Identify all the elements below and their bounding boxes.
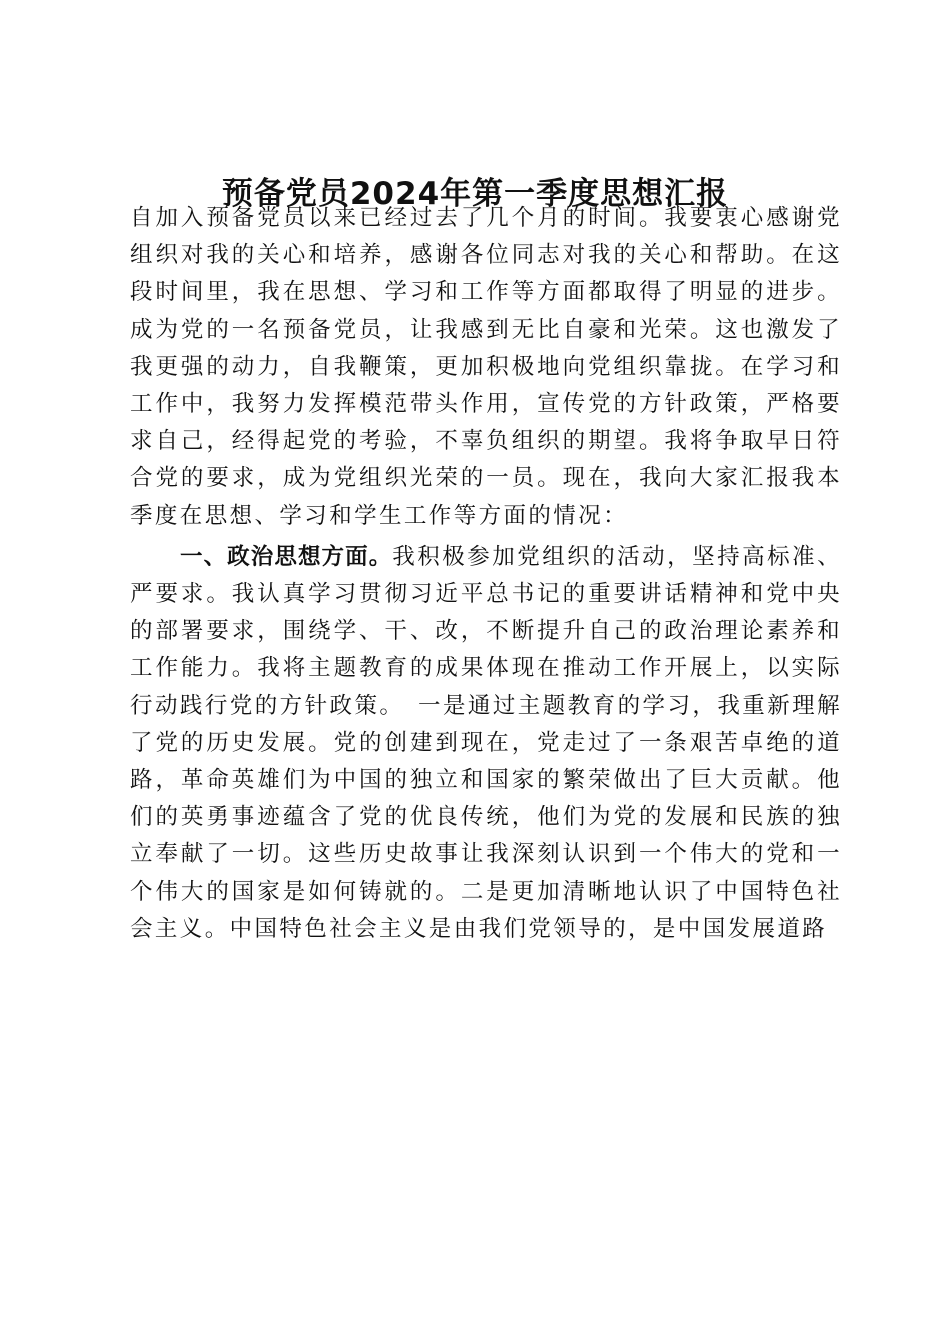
intro-paragraph: 自加入预备党员以来已经过去了几个月的时间。我要衷心感谢党组织对我的关心和培养，感谢各位同志对我的关心和帮助。在这段时间里，我在思想、学习和工作等方面都取得了明显的进步。成为党的一名预备党员，让我感到无比自豪和光荣。这也激发了我更强的动力，自我鞭策，更加积极地向党组织靠拢。在学习和工作中，我努力发挥模范带头作用，宣传党的方针政策，严格要求自己，经得起党的考验，不辜负组织的期望。我将争取早日符合党的要求，成为党组织光荣的一员。现在，我向大家汇报我本季度在思想、学习和学生工作等方面的情况：: [130, 205, 842, 529]
section-1-heading: 一、政治思想方面。: [180, 543, 393, 570]
document-title: 预备党员2024年第一季度思想汇报: [221, 176, 729, 212]
document-body: [130, 200, 842, 948]
section-1-text: 我积极参加党组织的活动，坚持高标准、严要求。我认真学习贯彻习近平总书记的重要讲话精神和党中央的部署要求，围绕学、干、改，不断提升自己的政治理论素养和工作能力。我将主题教育的成果体现在推动工作开展上，以实际行动践行党的方针政策。 一是通过主题教育的学习，我重新理解了党的历史发展。党的创建到现在，党走过了一条艰苦卓绝的道路，革命英雄们为中国的独立和国家的繁荣做出了巨大贡献。他们的英勇事迹蕴含了党的优良传统，他们为党的发展和民族的独立奉献了一切。这些历史故事让我深刻认识到一个伟大的党和一个伟大的国家是如何铸就的。二是更加清晰地认识了中国特色社会主义。中国特色社会主义是由我们党领导的，是中国发展道路: [130, 543, 842, 942]
section-1-paragraph: [130, 539, 842, 948]
